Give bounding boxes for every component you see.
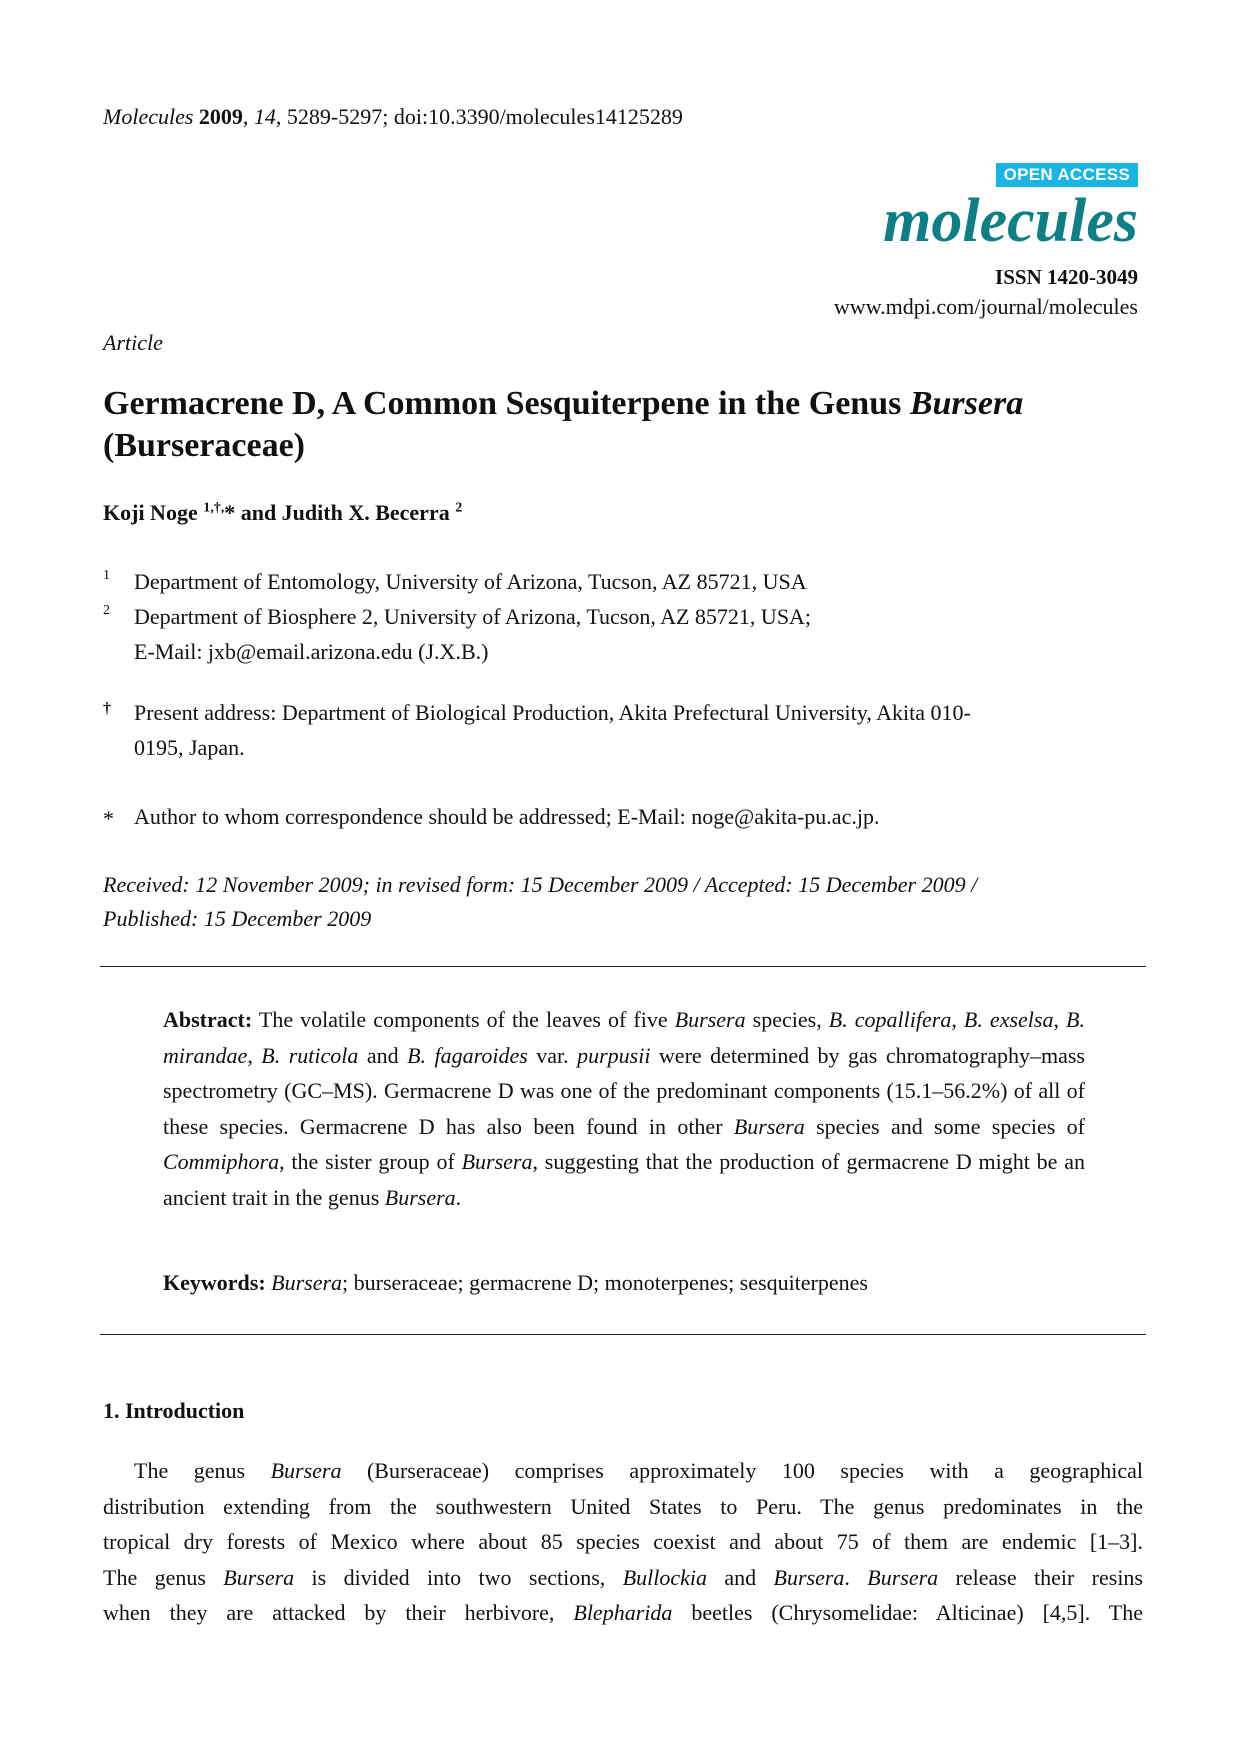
author-1-affiliation: 1,†,: [203, 500, 225, 516]
intro-italic-term: Bursera: [223, 1564, 295, 1590]
abstract-italic-term: Bursera: [674, 1007, 746, 1032]
author-2-affiliation: 2: [455, 500, 463, 516]
citation-journal: Molecules: [103, 104, 194, 129]
divider-top: [100, 966, 1146, 967]
abstract-label: Abstract:: [163, 1007, 253, 1032]
abstract-italic-term: B. exselsa: [963, 1007, 1054, 1032]
abstract-italic-term: B. copallifera: [828, 1007, 952, 1032]
intro-italic-term: Bursera: [773, 1564, 845, 1590]
abstract-italic-term: Bursera: [384, 1184, 456, 1210]
abstract-text: var.: [527, 1042, 578, 1068]
paper-title: [103, 383, 1143, 467]
title-italic: Bursera: [909, 385, 1024, 422]
citation-year: 2009: [198, 104, 243, 129]
citation-volume: 14: [253, 104, 276, 129]
intro-text: tropical dry forests of Mexico where about 85 species coexist and about 75 of them are endemic [1–3].: [103, 1529, 1143, 1554]
intro-italic-term: Bursera: [270, 1458, 342, 1483]
affiliation-text: Present address: Department of Biological Production, Akita Prefectural University, Akita 010-: [134, 700, 971, 725]
intro-text: and: [707, 1564, 774, 1590]
abstract-italic-term: B. ruticola: [261, 1042, 359, 1068]
journal-logo: molecules: [883, 187, 1138, 255]
dagger-mark: †: [103, 700, 111, 717]
abstract-text: and: [358, 1042, 408, 1068]
article-type: Article: [103, 330, 163, 355]
journal-url[interactable]: www.mdpi.com/journal/molecules: [833, 294, 1138, 319]
keywords-rest: ; burseraceae; germacrene D; monoterpenes; sesquiterpenes: [342, 1270, 868, 1295]
intro-italic-term: Blepharida: [573, 1600, 673, 1625]
affiliation-text: Department of Biosphere 2, University of Arizona, Tucson, AZ 85721, USA;: [134, 604, 812, 629]
abstract-text: , the sister group of: [279, 1149, 462, 1174]
title-part1: Germacrene D, A Common Sesquiterpene in the Genus: [103, 385, 910, 422]
title-part2: (Burseraceae): [103, 427, 306, 464]
affiliation-text: Department of Entomology, University of Arizona, Tucson, AZ 85721, USA: [134, 569, 807, 594]
affiliation-text: 0195, Japan.: [134, 735, 245, 760]
affiliation-mark: 2: [103, 603, 110, 618]
abstract-text: species and some species of: [804, 1113, 1085, 1139]
intro-line: [103, 1560, 1143, 1596]
intro-text: The genus: [103, 1564, 224, 1590]
abstract-text: were determined by gas chromatography–mass spectrometry (GC–MS). Germacrene D was one of the predominant components (15.1–56.2%) of all of these species. Germacrene D has also been found in other: [163, 1042, 1085, 1139]
citation-rest: , 5289-5297; doi:10.3390/molecules14125289: [275, 104, 683, 129]
corresponding-mark: *: [224, 500, 236, 525]
intro-text: distribution extending from the southwestern United States to Peru. The genus predominates in the: [103, 1493, 1143, 1519]
abstract-text: .: [455, 1184, 462, 1210]
dates-line-1: Received: 12 November 2009; in revised form: 15 December 2009 / Accepted: 15 December 2009 /: [103, 872, 978, 897]
star-mark: *: [103, 806, 114, 831]
keyword-italic: Bursera: [271, 1270, 343, 1295]
intro-text: .: [844, 1564, 868, 1590]
intro-line: [103, 1489, 1143, 1525]
intro-text: The genus: [134, 1458, 271, 1483]
abstract-italic-term: B. mirandae: [163, 1007, 1085, 1068]
history-dates: [103, 868, 1143, 936]
dates-line-2: Published: 15 December 2009: [103, 906, 372, 931]
citation-line: Molecules 2009, 14, 5289-5297; doi:10.3390/molecules14125289: [103, 104, 683, 129]
author-1: Koji Noge: [103, 500, 204, 525]
abstract-italic-term: purpusii: [577, 1042, 651, 1068]
intro-text: release their resins: [938, 1564, 1143, 1590]
section-heading: 1. Introduction: [103, 1398, 245, 1423]
affiliation-mark: 1: [103, 568, 110, 583]
keywords: [163, 1270, 868, 1296]
abstract-text: ,: [951, 1007, 964, 1032]
abstract-text: ,: [1053, 1007, 1067, 1032]
intro-line: [103, 1453, 1143, 1489]
intro-text: beetles (Chrysomelidae: Alticinae) [4,5]. The: [672, 1600, 1143, 1625]
intro-italic-term: Bursera: [867, 1564, 939, 1590]
abstract-text: ,: [247, 1042, 262, 1068]
abstract-italic-term: B. fagaroides: [407, 1042, 528, 1068]
intro-text: (Burseraceae) comprises approximately 100 species with a geographical: [341, 1458, 1143, 1483]
introduction-text: [103, 1453, 1143, 1631]
abstract-body: [163, 1007, 1085, 1210]
abstract-text: species,: [745, 1007, 829, 1032]
intro-italic-term: Bullockia: [622, 1564, 707, 1590]
affiliation-text[interactable]: E-Mail: jxb@email.arizona.edu (J.X.B.): [134, 639, 489, 664]
abstract-italic-term: Bursera: [461, 1149, 533, 1174]
divider-bottom: [100, 1334, 1146, 1335]
abstract-text: The volatile components of the leaves of five: [252, 1007, 675, 1032]
intro-text: is divided into two sections,: [294, 1564, 623, 1590]
abstract: [163, 1002, 1085, 1215]
keywords-label: Keywords:: [163, 1270, 266, 1295]
author-list: [103, 500, 462, 526]
affiliation-text: Author to whom correspondence should be addressed; E-Mail: noge@akita-pu.ac.jp.: [134, 804, 880, 829]
open-access-badge: OPEN ACCESS: [996, 163, 1138, 187]
author-2: and Judith X. Becerra: [235, 500, 456, 525]
intro-text: when they are attacked by their herbivore,: [103, 1600, 574, 1625]
abstract-italic-term: Commiphora: [163, 1149, 280, 1174]
journal-issn: ISSN 1420-3049: [995, 265, 1138, 289]
intro-line: [103, 1595, 1143, 1631]
abstract-italic-term: Bursera: [733, 1113, 805, 1139]
abstract-text: , suggesting that the production of germacrene D might be an ancient trait in the genus: [163, 1149, 1085, 1210]
intro-line: [103, 1524, 1143, 1560]
